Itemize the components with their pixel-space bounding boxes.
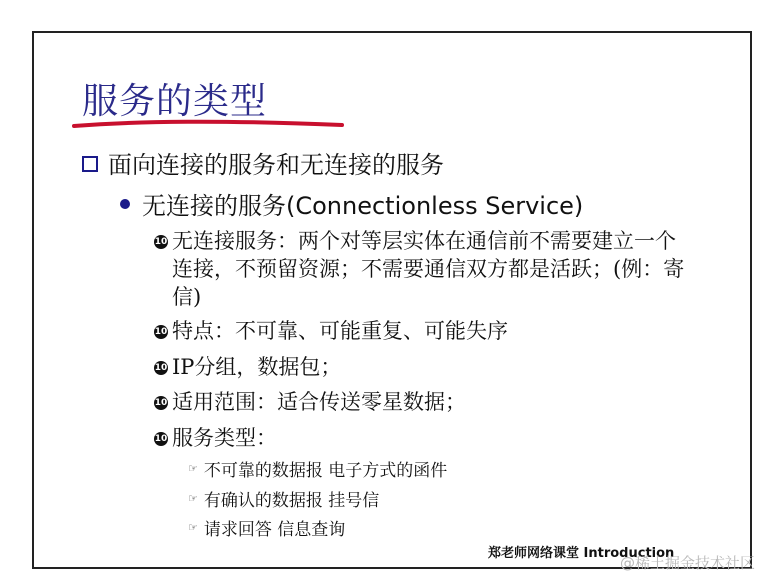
point-3 [154, 353, 692, 381]
point-1 [154, 227, 692, 311]
point-text: IP分组，数据包； [172, 355, 342, 379]
level2-text: 无连接的服务(Connectionless Service) [142, 192, 584, 220]
circled-number-icon: 10 [154, 237, 168, 247]
level1-item [82, 145, 444, 180]
title-underline [70, 117, 350, 133]
watermark: @稀土掘金技术社区 [620, 554, 756, 572]
point-2 [154, 317, 692, 345]
dot-bullet-icon [120, 199, 130, 209]
point-text: 无连接服务：两个对等层实体在通信前不需要建立一个连接，不预留资源；不需要通信双方都是活跃；(例：寄信) [172, 229, 685, 309]
subpoint-text: 有确认的数据报 挂号信 [203, 491, 380, 511]
subpoint-1 [188, 456, 447, 481]
point-text: 特点：不可靠、可能重复、可能失序 [172, 319, 508, 343]
subpoint-text: 不可靠的数据报 电子方式的函件 [203, 461, 448, 481]
point-5 [154, 424, 692, 452]
level1-text: 面向连接的服务和无连接的服务 [108, 151, 444, 179]
circled-number-icon: 10 [154, 398, 168, 408]
slide-title: 服务的类型 [82, 81, 268, 122]
hand-pointer-icon: ☞ [188, 521, 198, 534]
subpoint-2 [188, 486, 379, 511]
hand-pointer-icon: ☞ [188, 492, 198, 505]
circled-number-icon: 10 [154, 327, 168, 337]
level2-item [120, 186, 583, 221]
circled-number-icon: 10 [154, 434, 168, 444]
point-text: 适用范围：适合传送零星数据； [172, 390, 466, 414]
circled-number-icon: 10 [154, 363, 168, 373]
subpoint-3 [188, 515, 345, 540]
slide-footer: 郑老师网络课堂 Introduction [488, 546, 675, 561]
square-bullet-icon [82, 156, 98, 172]
point-text: 服务类型： [172, 426, 277, 450]
point-4 [154, 388, 692, 416]
subpoint-text: 请求回答 信息查询 [203, 520, 346, 540]
hand-pointer-icon: ☞ [188, 462, 198, 475]
slide-frame [32, 31, 752, 569]
